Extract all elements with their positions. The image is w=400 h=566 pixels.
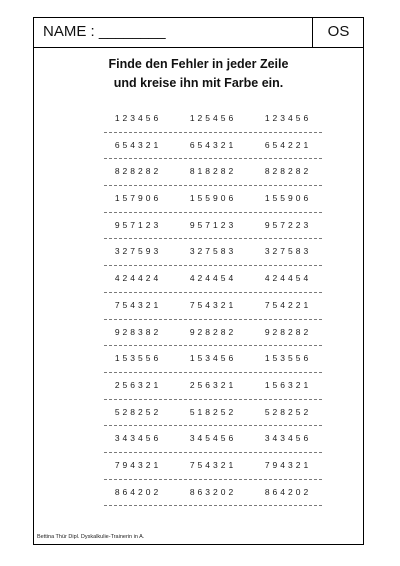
number-rows xyxy=(104,106,322,506)
number-row xyxy=(104,480,322,507)
number-row xyxy=(104,346,322,373)
number-sequence[interactable]: 157906 xyxy=(114,193,162,204)
number-sequence[interactable]: 424424 xyxy=(114,273,162,284)
number-sequence[interactable]: 863202 xyxy=(189,486,237,497)
number-sequence[interactable]: 754321 xyxy=(114,299,162,310)
name-field: NAME : ________ xyxy=(43,23,166,40)
number-sequence[interactable]: 654321 xyxy=(189,139,237,150)
number-sequence[interactable]: 654221 xyxy=(264,139,312,150)
number-sequence[interactable]: 864202 xyxy=(114,486,162,497)
number-sequence[interactable]: 424454 xyxy=(264,273,312,284)
number-sequence[interactable]: 123456 xyxy=(264,113,312,123)
number-sequence[interactable]: 754321 xyxy=(189,459,237,470)
number-row xyxy=(104,106,322,133)
instruction-line-2: und kreise ihn mit Farbe ein. xyxy=(113,76,284,90)
number-sequence[interactable]: 818282 xyxy=(189,166,237,177)
number-sequence[interactable]: 123456 xyxy=(114,113,162,123)
number-sequence[interactable]: 928282 xyxy=(264,326,312,337)
number-sequence[interactable]: 828282 xyxy=(114,166,162,177)
number-sequence[interactable]: 155906 xyxy=(264,193,312,204)
number-sequence[interactable]: 928282 xyxy=(189,326,237,337)
number-sequence[interactable]: 256321 xyxy=(189,379,237,390)
number-sequence[interactable]: 654321 xyxy=(114,139,162,150)
number-sequence[interactable]: 256321 xyxy=(114,379,162,390)
number-sequence[interactable]: 153456 xyxy=(189,353,237,364)
number-sequence[interactable]: 153556 xyxy=(114,353,162,364)
number-sequence[interactable]: 345456 xyxy=(189,433,237,444)
number-sequence[interactable]: 327583 xyxy=(189,246,237,257)
number-sequence[interactable]: 125456 xyxy=(189,113,237,123)
number-row xyxy=(104,373,322,400)
number-row xyxy=(104,133,322,160)
number-row xyxy=(104,293,322,320)
number-sequence[interactable]: 957223 xyxy=(264,219,312,230)
number-sequence[interactable]: 754221 xyxy=(264,299,312,310)
number-sequence[interactable]: 754321 xyxy=(189,299,237,310)
worksheet xyxy=(33,17,364,545)
number-sequence[interactable]: 327593 xyxy=(114,246,162,257)
number-row xyxy=(104,320,322,347)
number-sequence[interactable]: 424454 xyxy=(189,273,237,284)
number-sequence[interactable]: 928382 xyxy=(114,326,162,337)
footer-credit: Bettina Thür Dipl. Dyskalkulie-Trainerin in A. xyxy=(37,534,145,540)
number-row xyxy=(104,400,322,427)
number-row xyxy=(104,426,322,453)
number-row xyxy=(104,266,322,293)
level-code: OS xyxy=(327,23,350,40)
number-sequence[interactable]: 957123 xyxy=(189,219,237,230)
number-sequence[interactable]: 528252 xyxy=(264,406,312,417)
number-sequence[interactable]: 518252 xyxy=(189,406,237,417)
number-sequence[interactable]: 156321 xyxy=(264,379,312,390)
number-sequence[interactable]: 794321 xyxy=(114,459,162,470)
number-sequence[interactable]: 794321 xyxy=(264,459,312,470)
header-bar xyxy=(34,18,363,48)
number-row xyxy=(104,159,322,186)
number-sequence[interactable]: 327583 xyxy=(264,246,312,257)
number-sequence[interactable]: 864202 xyxy=(264,486,312,497)
instructions xyxy=(34,55,363,93)
number-sequence[interactable]: 155906 xyxy=(189,193,237,204)
number-sequence[interactable]: 343456 xyxy=(114,433,162,444)
instruction-line-1: Finde den Fehler in jeder Zeile xyxy=(108,57,289,71)
number-row xyxy=(104,453,322,480)
number-row xyxy=(104,239,322,266)
number-sequence[interactable]: 528252 xyxy=(114,406,162,417)
number-sequence[interactable]: 828282 xyxy=(264,166,312,177)
number-row xyxy=(104,213,322,240)
number-row xyxy=(104,186,322,213)
number-sequence[interactable]: 343456 xyxy=(264,433,312,444)
number-sequence[interactable]: 153556 xyxy=(264,353,312,364)
number-sequence[interactable]: 957123 xyxy=(114,219,162,230)
